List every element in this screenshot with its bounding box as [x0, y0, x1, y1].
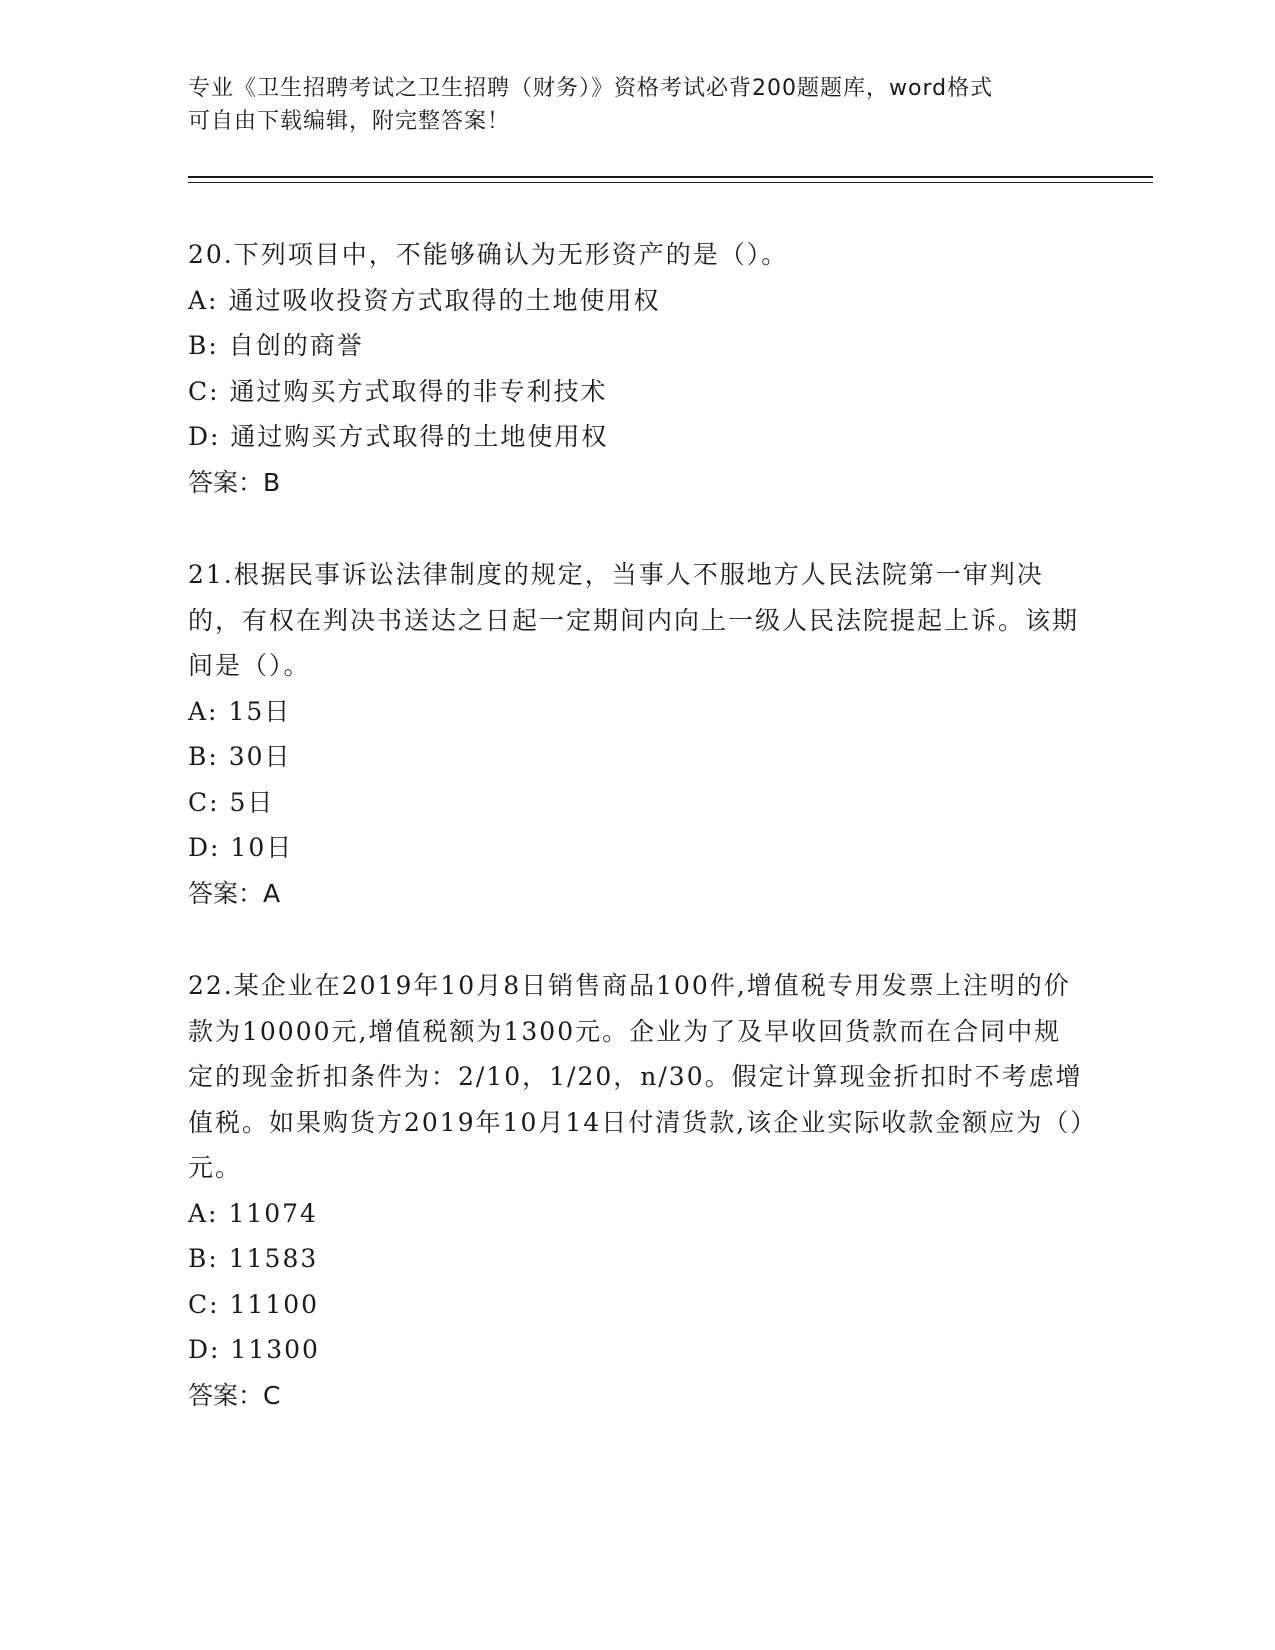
option-d [188, 414, 1088, 460]
option-a [188, 1191, 1088, 1237]
option-text: 10日 [230, 833, 294, 862]
option-b [188, 323, 1088, 369]
option-c [188, 780, 1088, 826]
option-letter: A: [188, 1198, 219, 1228]
question-text: 20.下列项目中，不能够确认为无形资产的是（）。 [188, 240, 789, 269]
option-letter: C: [188, 787, 220, 817]
option-text: 30日 [228, 742, 292, 771]
document-header [188, 72, 1088, 138]
option-letter: B: [188, 331, 219, 360]
option-text: 11100 [229, 1289, 320, 1319]
option-text: 通过购买方式取得的非专利技术 [229, 376, 608, 406]
option-letter: A: [188, 285, 219, 315]
answer-text: 答案：C [188, 1380, 281, 1410]
option-d [188, 1327, 1088, 1373]
header-divider-thick [188, 176, 1153, 178]
option-c [188, 1282, 1088, 1328]
question-22 [188, 963, 1088, 1418]
option-text: 5日 [229, 787, 275, 817]
question-20 [188, 232, 1088, 505]
option-text: 11583 [228, 1244, 319, 1273]
option-letter: D: [188, 422, 221, 451]
question-text: 22.某企业在2019年10月8日销售商品100件,增值税专用发票上注明的价款为10000元,增值税额为1300元。企业为了及早收回货款而在合同中规定的现金折扣条件为：2/10，1/20，n/30。假定计算现金折扣时不考虑增值税。如果购货方2019年10月14日付清货款,该企业实际收款金额应为（）元。 [188, 971, 1085, 1182]
header-divider-thin [188, 182, 1153, 183]
option-text: 11074 [228, 1198, 318, 1228]
question-list [188, 232, 1088, 1465]
option-text: 通过吸收投资方式取得的土地使用权 [228, 285, 661, 315]
option-text: 通过购买方式取得的土地使用权 [230, 422, 609, 451]
answer-text: 答案：A [188, 878, 281, 908]
header-line-2: 可自由下载编辑，附完整答案！ [188, 109, 511, 134]
option-b [188, 734, 1088, 780]
option-letter: C: [188, 1289, 220, 1319]
option-text: 15日 [228, 696, 292, 726]
header-line-1: 专业《卫生招聘考试之卫生招聘（财务）》资格考试必背200题题库，word格式 [188, 76, 994, 101]
option-b [188, 1236, 1088, 1282]
question-text: 21.根据民事诉讼法律制度的规定，当事人不服地方人民法院第一审判决的，有权在判决书送达之日起一定期间内向上一级人民法院提起上诉。该期间是（）。 [188, 560, 1080, 680]
option-a [188, 689, 1088, 735]
option-d [188, 825, 1088, 871]
option-text: 自创的商誉 [228, 331, 364, 360]
option-letter: B: [188, 1244, 219, 1273]
option-letter: D: [188, 1335, 221, 1364]
option-letter: D: [188, 833, 221, 862]
option-text: 11300 [230, 1335, 320, 1364]
option-letter: A: [188, 696, 219, 726]
option-a [188, 278, 1088, 324]
option-letter: C: [188, 376, 220, 406]
answer-text: 答案：B [188, 467, 281, 497]
question-21 [188, 552, 1088, 916]
option-c [188, 369, 1088, 415]
option-letter: B: [188, 742, 219, 771]
